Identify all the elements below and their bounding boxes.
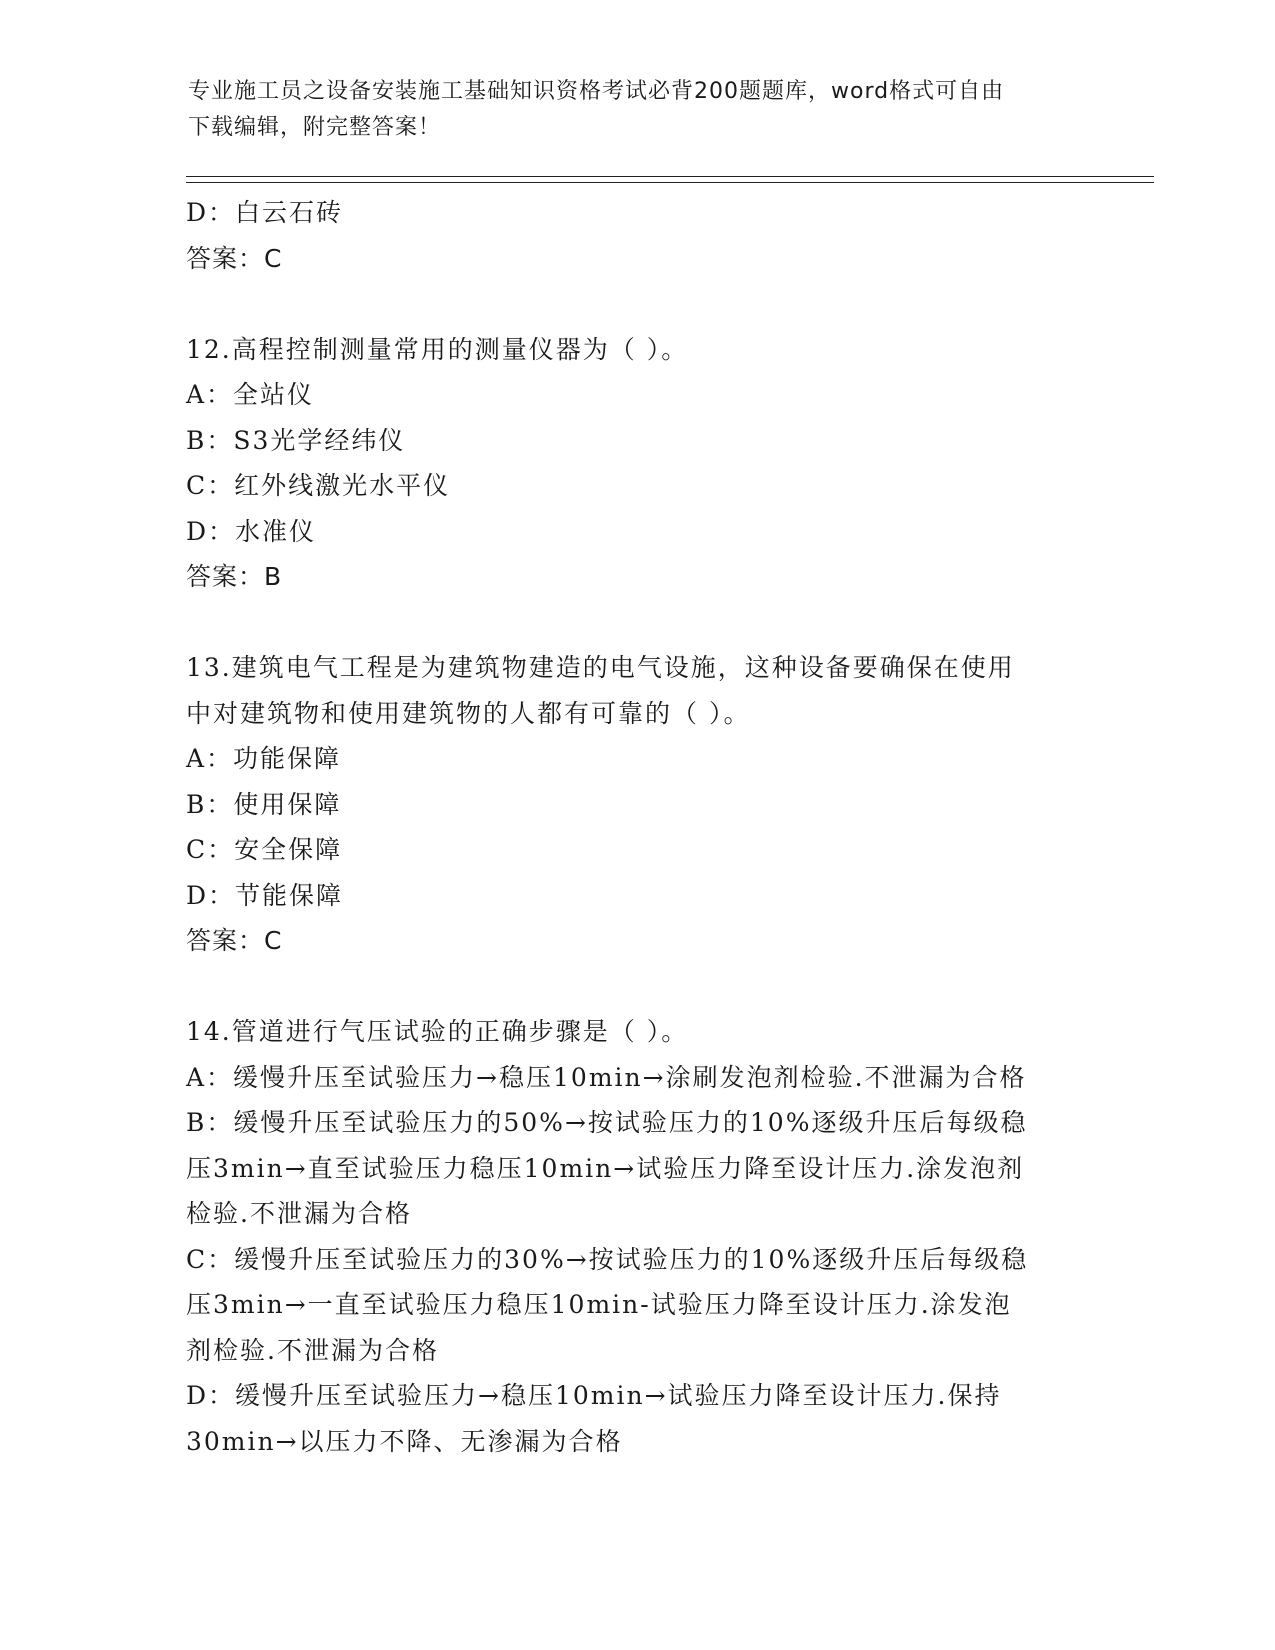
spacer [186,964,1086,1010]
question-stem: 14.管道进行气压试验的正确步骤是（ ）。 [186,1017,689,1046]
spacer [186,600,1086,646]
option-a: A：功能保障 [186,744,342,773]
header-divider-bottom [186,182,1154,183]
option-c-line-3: 剂检验.不泄漏为合格 [186,1335,439,1365]
option-c: C：红外线激光水平仪 [186,471,451,500]
question-14 [186,1009,1086,1464]
question-list [186,190,1086,1464]
header-divider-top [186,176,1154,177]
option-d-line-1: D：缓慢升压至试验压力→稳压10min→试验压力降至设计压力.保持 [186,1381,1002,1410]
option-a: A：全站仪 [186,380,315,409]
option-b: B：S3光学经纬仪 [186,425,406,455]
option-d-line-2: 30min→以压力不降、无渗漏为合格 [186,1426,623,1456]
document-header [188,74,1088,146]
answer-line: 答案：C [186,243,283,273]
question-12 [186,327,1086,600]
header-title-line-2: 下载编辑，附完整答案！ [188,115,442,140]
answer-line: 答案：B [186,562,283,591]
question-stem-line-2: 中对建筑物和使用建筑物的人都有可靠的（ ）。 [186,698,751,728]
option-d: D：水准仪 [186,516,317,546]
option-a: A：缓慢升压至试验压力→稳压10min→涂刷发泡剂检验.不泄漏为合格 [186,1062,1027,1092]
spacer [186,281,1086,327]
option-c: C：安全保障 [186,835,343,864]
option-b-line-3: 检验.不泄漏为合格 [186,1199,412,1228]
option-c-line-1: C：缓慢升压至试验压力的30%→按试验压力的10%逐级升压后每级稳 [186,1244,1029,1274]
option-d: D：节能保障 [186,880,344,910]
header-title-line-1: 专业施工员之设备安装施工基础知识资格考试必背200题题库，word格式可自由 [188,79,1005,104]
option-b: B：使用保障 [186,789,342,819]
question-13 [186,645,1086,964]
question-stem-line-1: 13.建筑电气工程是为建筑物建造的电气设施，这种设备要确保在使用 [186,653,1015,682]
option-d: D：白云石砖 [186,198,344,227]
option-b-line-1: B：缓慢升压至试验压力的50%→按试验压力的10%逐级升压后每级稳 [186,1108,1028,1137]
option-c-line-2: 压3min→一直至试验压力稳压10min-试验压力降至设计压力.涂发泡 [186,1290,1012,1319]
question-stem: 12.高程控制测量常用的测量仪器为（ ）。 [186,334,689,364]
answer-line: 答案：C [186,926,283,955]
option-b-line-2: 压3min→直至试验压力稳压10min→试验压力降至设计压力.涂发泡剂 [186,1153,1025,1183]
previous-question-tail [186,190,1086,281]
